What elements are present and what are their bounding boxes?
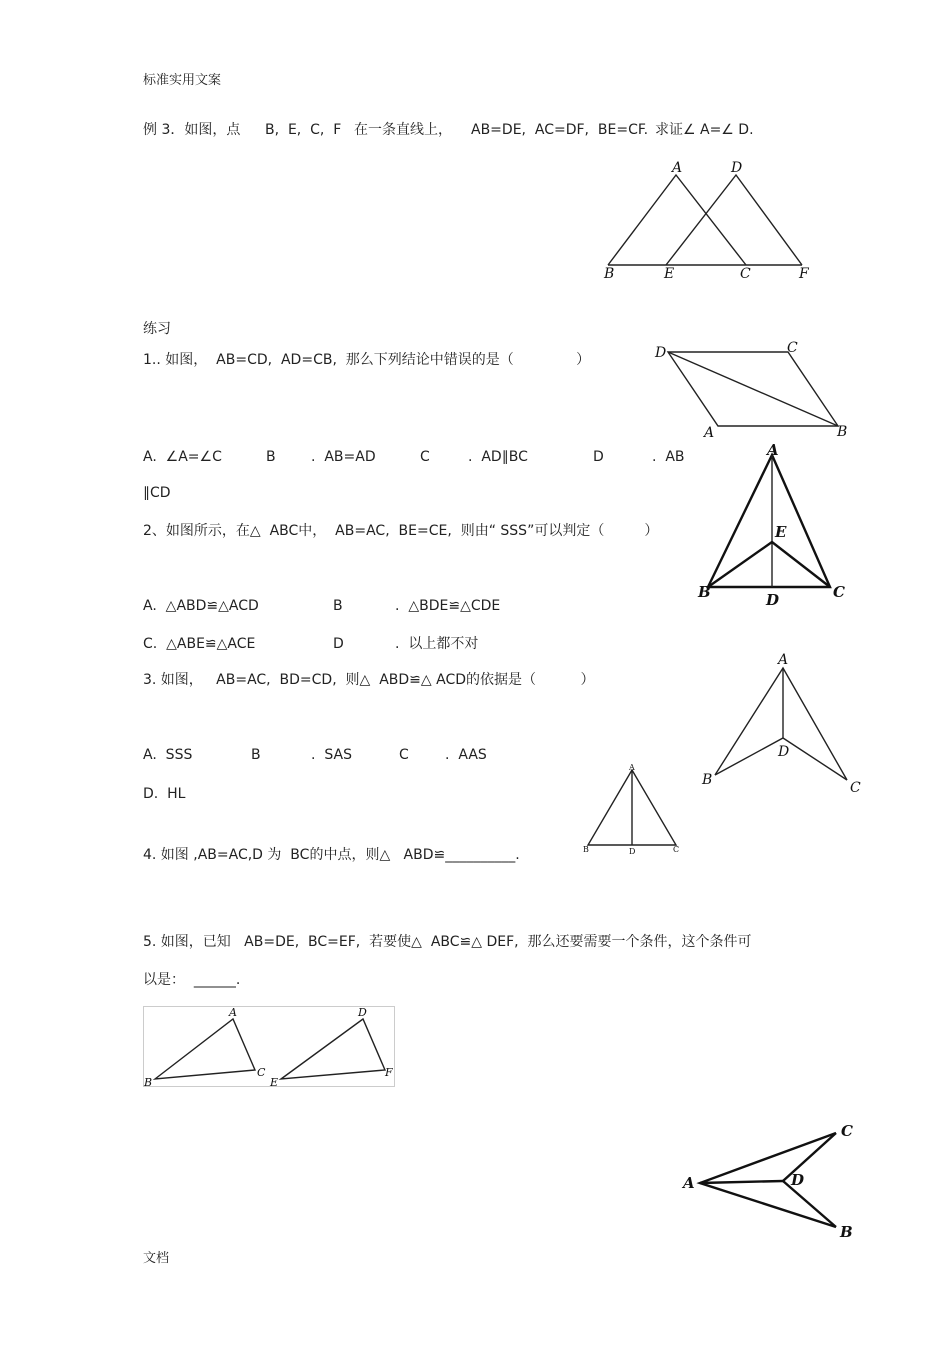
label-c: C xyxy=(673,845,680,854)
q1-stem: 1.. 如图， AB=CD, AD=CB, 那么下列结论中错误的是（ ） xyxy=(143,352,591,368)
sides-ac-ab xyxy=(700,1133,836,1227)
label-d: D xyxy=(629,847,636,856)
label-b: B xyxy=(840,1223,853,1241)
q3-option-b-letter: B xyxy=(251,747,261,763)
label-b: B xyxy=(698,583,711,601)
label-c: C xyxy=(841,1122,853,1140)
label-e: E xyxy=(775,523,787,541)
q1-option-d-letter: D xyxy=(593,449,604,465)
label-b: B xyxy=(144,1076,153,1089)
label-b: B xyxy=(837,424,848,440)
label-d: D xyxy=(791,1171,805,1189)
triangle-abc xyxy=(708,455,830,587)
label-b: B xyxy=(604,266,615,282)
label-c: C xyxy=(787,340,798,356)
label-d: D xyxy=(731,160,743,176)
label-a: A xyxy=(704,425,715,441)
triangle-abc xyxy=(155,1019,255,1079)
q1-option-b-letter: B xyxy=(266,449,276,465)
label-b: B xyxy=(702,772,713,788)
label-c: C xyxy=(740,266,751,282)
q2-option-a: A. △ABD≌△ACD xyxy=(143,598,259,614)
q1-option-d: . AB xyxy=(652,449,685,465)
example3-points: B, E, C, F xyxy=(265,122,342,138)
label-c: C xyxy=(833,583,845,601)
sides-ab-ac xyxy=(715,668,847,780)
label-a: A xyxy=(629,763,635,772)
q1-option-c: . AD∥BC xyxy=(468,449,528,465)
label-f: F xyxy=(385,1066,393,1079)
q3-option-b: . SAS xyxy=(311,747,352,763)
q2-option-d: . 以上都不对 xyxy=(395,636,479,652)
label-a: A xyxy=(778,652,789,668)
label-e: E xyxy=(664,266,675,282)
q4-stem: 4. 如图 ,AB=AC,D 为 BC的中点，则△ ABD≌__________. xyxy=(143,847,520,863)
segment-ad xyxy=(700,1181,783,1183)
q2-option-b: . △BDE≌△CDE xyxy=(395,598,501,614)
label-f: F xyxy=(799,266,809,282)
q3-option-a: A. SSS xyxy=(143,747,193,763)
label-a: A xyxy=(683,1174,695,1192)
q3-option-c: . AAS xyxy=(445,747,487,763)
example3-given: AB=DE, AC=DF, BE=CF. xyxy=(471,122,649,138)
example3-figure xyxy=(590,150,820,290)
label-d: D xyxy=(778,744,790,760)
q2-stem: 2、如图所示，在△ ABC中， AB=AC, BE=CE, 则由“ SSS”可以判定（ ） xyxy=(143,523,659,539)
q1-option-a: A. ∠A=∠C xyxy=(143,449,222,465)
q5-stem-cont: 以是： ______. xyxy=(143,972,241,988)
label-b: B xyxy=(583,845,589,854)
label-e: E xyxy=(270,1076,279,1089)
label-d: D xyxy=(358,1006,367,1019)
q3-option-c-letter: C xyxy=(399,747,409,763)
q5-figure xyxy=(143,1006,395,1088)
practice-title: 练习 xyxy=(143,321,171,337)
label-a: A xyxy=(767,441,779,459)
q3-option-d: D. HL xyxy=(143,786,186,802)
example3-condition: 在一条直线上， xyxy=(354,122,452,138)
page-header: 标准实用文案 xyxy=(143,73,222,88)
example3-label: 例 3．如图，点 xyxy=(143,122,241,138)
label-d: D xyxy=(655,345,667,361)
q1-figure xyxy=(650,338,860,443)
q2-option-c: C. △ABE≌△ACE xyxy=(143,636,256,652)
example3-prove: 求证∠ A=∠ D. xyxy=(655,122,754,138)
q3-figure xyxy=(695,650,870,800)
label-a: A xyxy=(672,160,683,176)
q4-figure xyxy=(580,762,685,862)
q6-figure xyxy=(678,1115,868,1245)
q2-option-d-letter: D xyxy=(333,636,344,652)
q3-stem: 3. 如图， AB=AC, BD=CD, 则△ ABD≌△ ACD的依据是（ ） xyxy=(143,672,595,688)
q1-option-d-cont: ∥CD xyxy=(143,485,171,501)
label-a: A xyxy=(229,1006,237,1019)
label-d: D xyxy=(766,591,780,609)
triangle-def xyxy=(281,1019,385,1079)
q1-option-c-letter: C xyxy=(420,449,430,465)
figure-frame xyxy=(144,1007,395,1087)
q1-option-b: . AB=AD xyxy=(311,449,376,465)
page-footer: 文档 xyxy=(143,1251,170,1266)
q5-stem: 5. 如图，已知 AB=DE, BC=EF, 若要使△ ABC≌△ DEF, 那么还要需要一个条件，这个条件可 xyxy=(143,934,752,950)
q2-figure xyxy=(690,440,860,610)
label-c: C xyxy=(257,1066,266,1079)
label-c: C xyxy=(850,780,861,796)
q2-option-b-letter: B xyxy=(333,598,343,614)
